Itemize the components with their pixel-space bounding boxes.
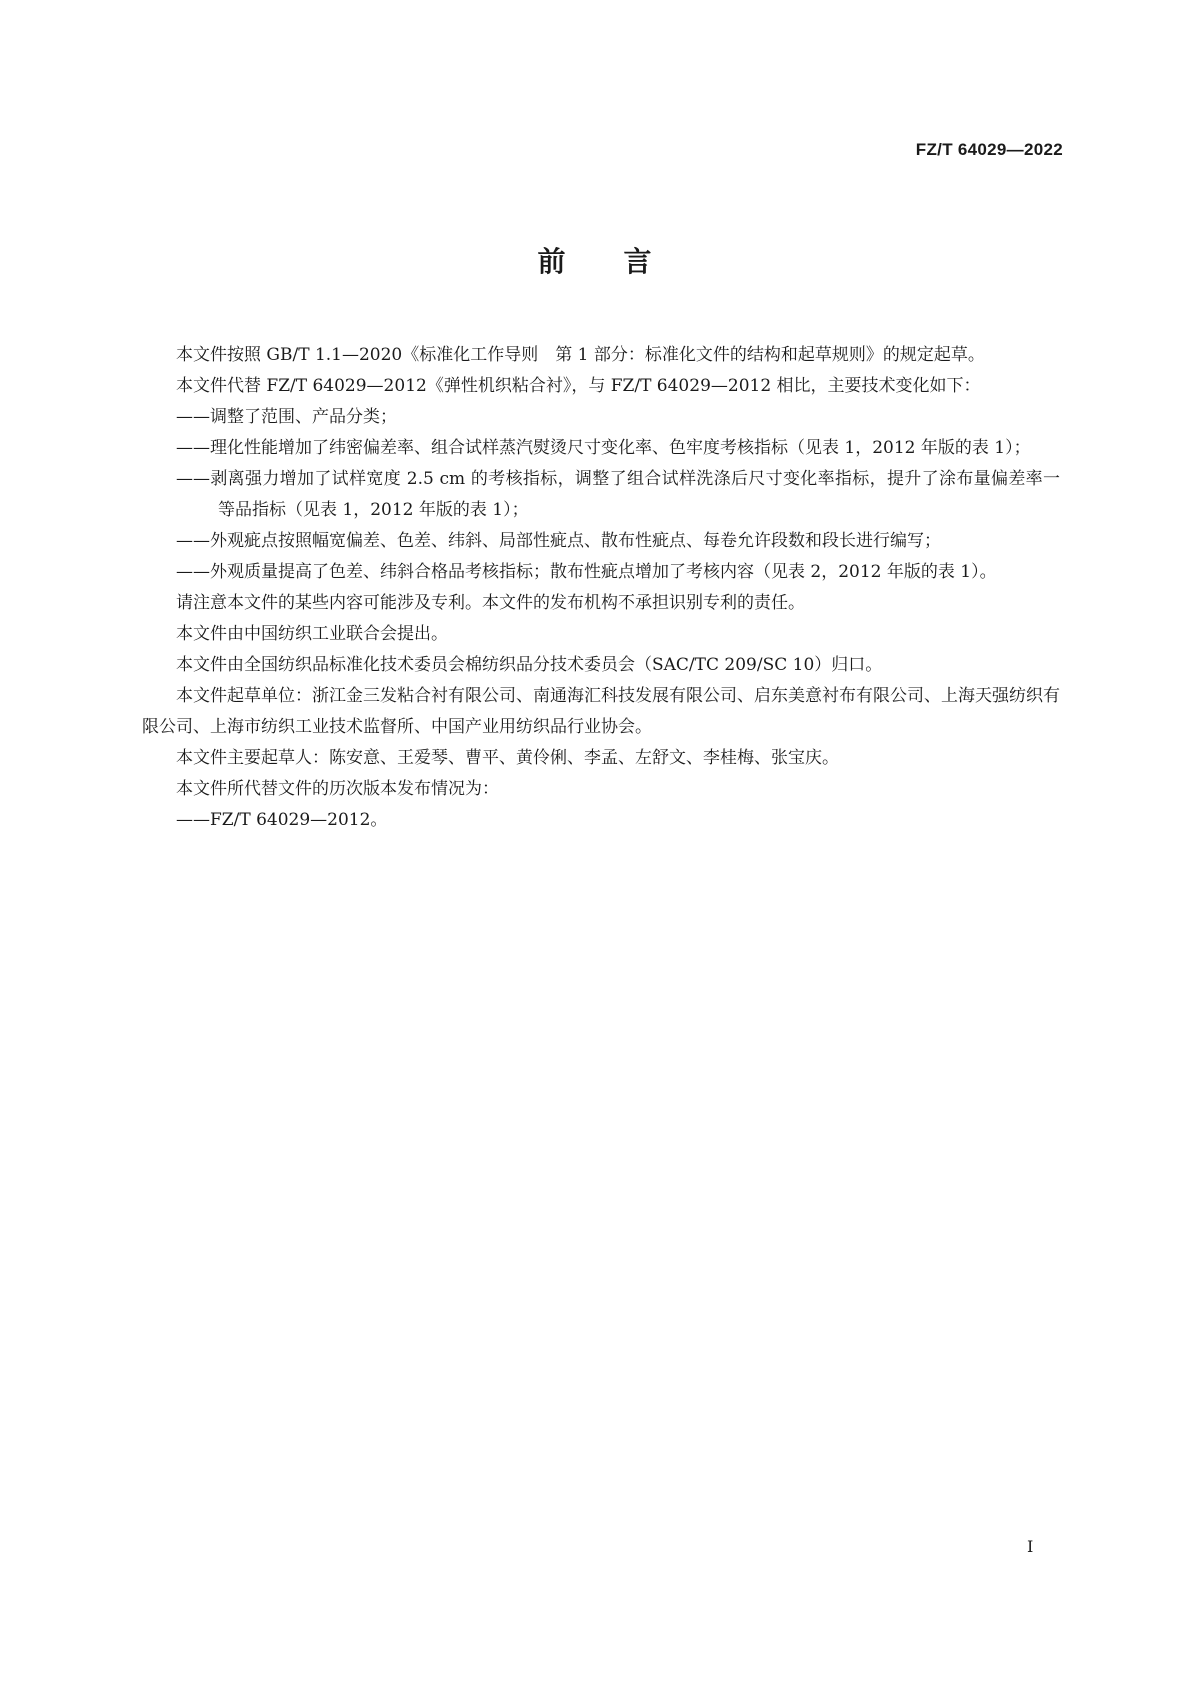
paragraph-basis: 本文件按照 GB/T 1.1—2020《标准化工作导则 第 1 部分：标准化文件的结构和起草规则》的规定起草。 bbox=[176, 345, 985, 365]
proposer-statement: 本文件由中国纺织工业联合会提出。 bbox=[176, 624, 448, 644]
page-number: I bbox=[1027, 1537, 1034, 1556]
foreword-body bbox=[142, 340, 1060, 836]
drafters: 本文件主要起草人：陈安意、王爱琴、曹平、黄伶俐、李孟、左舒文、李桂梅、张宝庆。 bbox=[176, 748, 839, 768]
standard-code: FZ/T 64029—2022 bbox=[915, 140, 1063, 159]
change-item: ——外观质量提高了色差、纬斜合格品考核指标；散布性疵点增加了考核内容（见表 2，2012 年版的表 1）。 bbox=[176, 562, 997, 582]
history-item: ——FZ/T 64029—2012。 bbox=[176, 810, 388, 830]
patent-statement: 请注意本文件的某些内容可能涉及专利。本文件的发布机构不承担识别专利的责任。 bbox=[176, 593, 805, 613]
committee-statement: 本文件由全国纺织品标准化技术委员会棉纺织品分技术委员会（SAC/TC 209/SC 10）归口。 bbox=[176, 655, 883, 675]
drafting-units: 本文件起草单位：浙江金三发粘合衬有限公司、南通海汇科技发展有限公司、启东美意衬布有限公司、上海天强纺织有限公司、上海市纺织工业技术监督所、中国产业用纺织品行业协会。 bbox=[142, 686, 1060, 737]
change-item: ——调整了范围、产品分类； bbox=[176, 407, 397, 427]
title-char-1: 前 bbox=[537, 245, 568, 278]
change-item: ——理化性能增加了纬密偏差率、组合试样蒸汽熨烫尺寸变化率、色牢度考核指标（见表 1，2012 年版的表 1）； bbox=[176, 438, 1031, 458]
change-item: ——外观疵点按照幅宽偏差、色差、纬斜、局部性疵点、散布性疵点、每卷允许段数和段长进行编写； bbox=[176, 531, 941, 551]
history-intro: 本文件所代替文件的历次版本发布情况为： bbox=[176, 779, 499, 799]
paragraph-replacement: 本文件代替 FZ/T 64029—2012《弹性机织粘合衬》，与 FZ/T 64029—2012 相比，主要技术变化如下： bbox=[176, 376, 981, 396]
title-char-2: 言 bbox=[623, 245, 654, 278]
change-item: ——剥离强力增加了试样宽度 2.5 cm 的考核指标，调整了组合试样洗涤后尺寸变化率指标，提升了涂布量偏差率一等品指标（见表 1，2012 年版的表 1）； bbox=[176, 469, 1060, 520]
page-title bbox=[0, 240, 1191, 280]
